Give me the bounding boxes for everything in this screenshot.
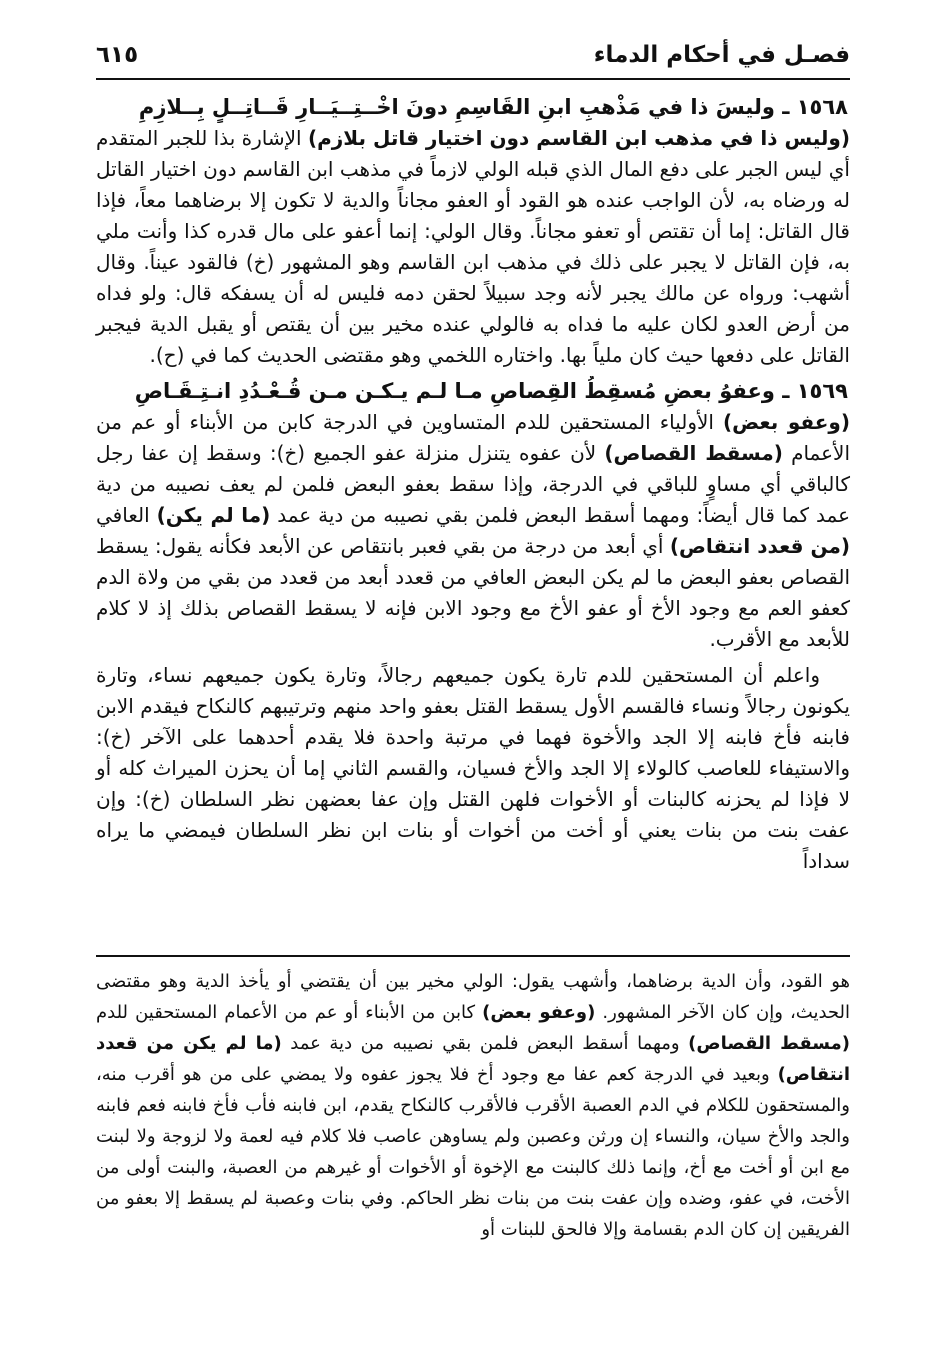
commentary-text: أي أبعد من درجة من بقي فعبر بانتقاص عن الأبعد فكأنه يقول: يسقط القصاص بعفو البعض ما لم يكن البعض العافي من قعدد أبعد من قعدد من بقي من ولاة الدم كعفو العم مع وجود الأخ أو عفو الأخ مع وجود الابن فإنه لا يسقط القصاص بذلك إذ لا كلام للأبعد مع الأقرب. xyxy=(96,534,850,651)
quoted-matn: (مسقط القصاص) xyxy=(688,1033,850,1054)
page-number: ٦١٥ xyxy=(96,42,139,68)
commentary-block xyxy=(96,123,850,371)
quoted-matn: (وعفو بعض) xyxy=(482,1002,596,1023)
commentary-text: العافي xyxy=(96,503,157,527)
commentary-text: هو القود، وأن الدية برضاهما، وأشهب يقول: الولي مخير بين أن يقتضي أو يأخذ الدية وهو مقتضى الحديث، وإن كان الآخر المشهور. xyxy=(96,971,851,1023)
commentary-text: الأولياء المستحقين للدم المتساوين في الدرجة كابن من الأبناء أو عم من الأعمام xyxy=(96,410,851,465)
verse-line: ١٥٦٩ ـ وعفوُ بعضِ مُسقِطُ القِصاصِ مـا لـم يـكـن مـن قُـعْـدُدِ انـتِـقَـاصِ xyxy=(134,379,848,403)
quoted-matn: (ما لم يكن) xyxy=(156,503,271,527)
quoted-matn: (مسقط القصاص) xyxy=(604,441,783,465)
footnotes xyxy=(96,966,850,1250)
commentary-text: كابن من الأبناء أو عم من الأعمام المستحقين للدم xyxy=(96,1002,483,1023)
paragraph xyxy=(96,407,850,655)
commentary-text: ومهما أسقط البعض فلمن بقي نصيبه من دية عمد xyxy=(281,1033,689,1054)
page-header xyxy=(96,38,850,80)
quoted-matn: (ما لم يكن من قعدد انتقاص) xyxy=(96,1033,850,1085)
footnote-divider xyxy=(96,955,850,957)
commentary-block xyxy=(96,407,850,877)
paragraph xyxy=(96,660,850,877)
commentary-text: لأن عفوه يتنزل منزلة عفو الجميع (خ): وسقط إن عفا رجل كالباقي أي مساوٍ للباقي في الدرجة، وإذا سقط بعفو البعض فلمن لم يعف نصيبه من دية عمد كما قال أيضاً: ومهما أسقط البعض فلمن بقي نصيبه من دية عمد xyxy=(96,441,851,527)
verse-line: ١٥٦٨ ـ وليسَ ذا في مَذْهبِ ابنِ القَاسِمِ دونَ اخْــتِــيَــارِ قَــاتِــلٍ بِــلازِمِ xyxy=(138,95,848,119)
quoted-matn: (وعفو بعض) xyxy=(722,410,850,434)
commentary-text: واعلم أن المستحقين للدم تارة يكون جميعهم رجالاً، وتارة يكون جميعهم نساء، وتارة يكونون رجالاً ونساء فالقسم الأول يسقط القتل بعفو واحد منهم وترتيبهم كالنكاح فيقدم الابن فابنه فأخ فابنه إلا الجد والأخوة فهما في مرتبة واحدة فلا يقدم أحدهما على الآخر (خ): والاستيفاء للعاصب كالولاء إلا الجد والأخ فسيان، والقسم الثاني إما أن يحزن الميراث كله أو لا فإذا لم يحزنه كالبنات أو الأخوات فلهن القتل وإن عفا بعضهن نظر السلطان (خ): وإن عفت بنت من بنات يعني أو أخت من أخوات أو بنات ابن نظر السلطان فيمضي ما يراه سداداً xyxy=(96,663,850,873)
quoted-matn: (وليس ذا في مذهب ابن القاسم دون اختيار قاتل بلازم) xyxy=(307,126,851,150)
commentary-text: الإشارة بذا للجبر المتقدم أي ليس الجبر على دفع المال الذي قبله الولي لازماً في مذهب ابن القاسم دون اختيار القاتل له ورضاه به، لأن الواجب عنده هو القود أو العفو مجاناً والدية لا تكون إلا برضاهما معاً، فإذا قال القاتل: إما أن تقتص أو تعفو مجاناً. وقال الولي: إنما أعفو على مال قدره كذا وأنت ملي به، فإن القاتل لا يجبر على ذلك في مذهب ابن القاسم وهو المشهور (خ) فالقود عيناً. وقال أشهب: ورواه عن مالك يجبر لأنه وجد سبيلاً لحقن دمه فليس له أن يسفكه قال: ولو فداه من أرض العدو لكان عليه ما فداه به فالولي عنده مخير بين أن يقتص أو يقبل الدية فيجبر القاتل على دفعها حيث كان ملياً بها. واختاره اللخمي وهو مقتضى الحديث كما في (ح). xyxy=(96,126,850,367)
paragraph xyxy=(96,966,850,1245)
main-text xyxy=(96,92,850,882)
commentary-text: وبعيد في الدرجة كعم عفا مع وجود أخ فلا يجوز عفوه ولا يمضي على من هو أقرب منه، والمستحقون للكلام في الدم العصبة الأقرب فالأقرب كالنكاح يقدم، ابن فابنه فأب فأخ فابنه فعم فابنه والجد والأخ سيان، والنساء إن ورثن وعصبن ولم يساوهن عاصب فلا كلام فيه لعمة ولا لزوجة ولا لبنت مع ابن أو أخت مع أخ، وإنما ذلك كالبنت مع الإخوة أو الأخوات أو غيرهم من العصبة، والبنت أولى من الأخت، في عفو، وضده وإن عفت بنت من بنات نظر الحاكم. وفي بنات وعصبة لم يسقط إلا بعفو من الفريقين إن كان الدم بقسامة وإلا فالحق للبنات أو xyxy=(96,1064,850,1240)
quoted-matn: (من قعدد انتقاص) xyxy=(669,534,850,558)
running-title: فصـل في أحكام الدماء xyxy=(593,42,850,68)
paragraph xyxy=(96,123,850,371)
